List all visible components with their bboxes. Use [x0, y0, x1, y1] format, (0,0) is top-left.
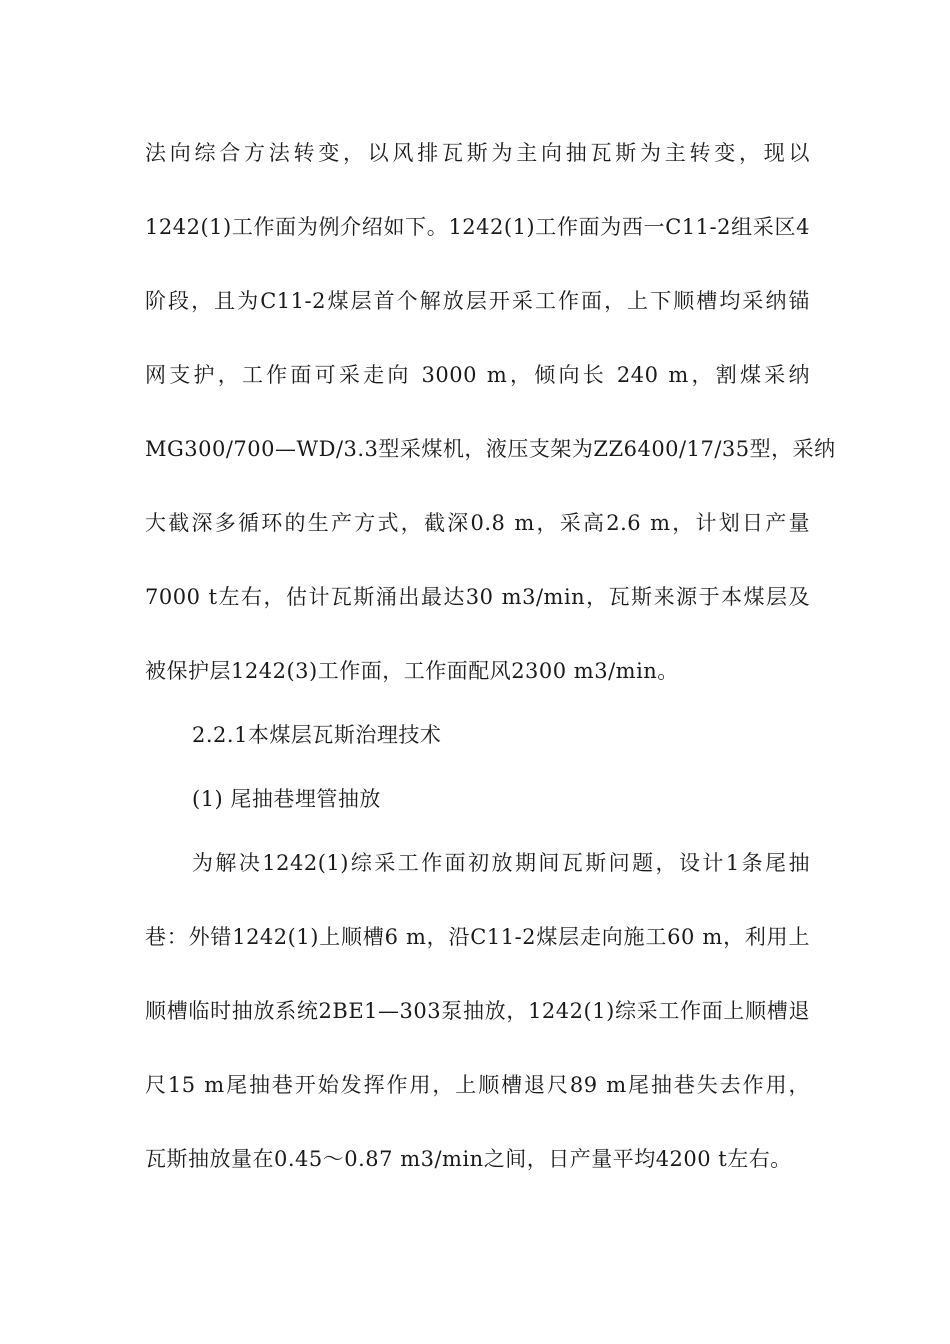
text-line: 大截深多循环的生产方式，截深0.8 m，采高2.6 m，计划日产量	[145, 511, 810, 535]
text-line: 阶段，且为C11-2煤层首个解放层开采工作面，上下顺槽均采纳锚	[145, 289, 810, 313]
text-line: 1242(1)工作面为例介绍如下。1242(1)工作面为西一C11-2组采区4	[145, 215, 810, 239]
text-line: 巷：外错1242(1)上顺槽6 m，沿C11-2煤层走向施工60 m，利用上	[145, 925, 810, 949]
text-line: 网支护，工作面可采走向 3000 m，倾向长 240 m，割煤采纳	[145, 363, 810, 387]
text-line: 尺15 m尾抽巷开始发挥作用，上顺槽退尺89 m尾抽巷失去作用，	[145, 1073, 810, 1097]
section-heading: 2.2.1本煤层瓦斯治理技术	[192, 723, 442, 747]
text-line: 被保护层1242(3)工作面，工作面配风2300 m3/min。	[145, 659, 679, 683]
text-line: 7000 t左右，估计瓦斯涌出最达30 m3/min，瓦斯来源于本煤层及	[145, 585, 810, 609]
text-line: 瓦斯抽放量在0.45～0.87 m3/min之间，日产量平均4200 t左右。	[145, 1147, 792, 1171]
text-line: 顺槽临时抽放系统2BE1—303泵抽放，1242(1)综采工作面上顺槽退	[145, 999, 810, 1023]
text-line: 为解决1242(1)综采工作面初放期间瓦斯问题，设计1条尾抽	[192, 851, 810, 875]
text-line: MG300/700—WD/3.3型采煤机，液压支架为ZZ6400/17/35型，采纳	[145, 437, 836, 461]
subsection-heading: (1) 尾抽巷埋管抽放	[192, 787, 381, 811]
text-line: 法向综合方法转变，以风排瓦斯为主向抽瓦斯为主转变，现以	[145, 141, 810, 165]
